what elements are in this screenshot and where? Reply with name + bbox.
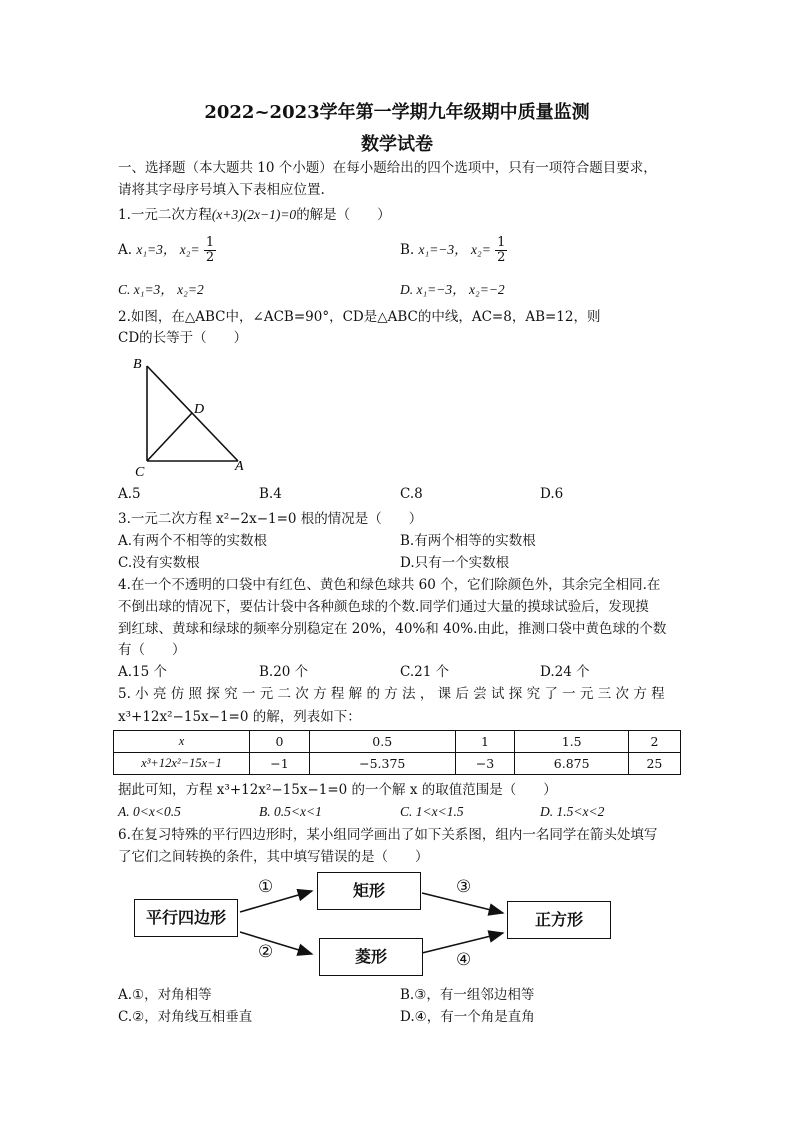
- q4-stem-line3: 到红球、黄球和绿球的频率分别稳定在 20%，40%和 40%.由此，推测口袋中黄色球的个数: [118, 621, 667, 637]
- q1-equation: (x+3)(2x−1)=0: [211, 207, 297, 222]
- fraction-numerator: 1: [497, 235, 506, 250]
- q3-option-b: B.有两个相等的实数根: [400, 533, 536, 549]
- q1-option-b: [400, 236, 507, 265]
- q2-stem-line1: 2.如图，在△ABC中，∠ACB=90°，CD是△ABC的中线，AC=8，AB=12，则: [118, 309, 601, 325]
- box-rhombus: 菱形: [319, 938, 423, 976]
- marker-2: ②: [258, 942, 274, 962]
- q5-stem-line2: x³+12x²−15x−1=0 的解，列表如下：: [118, 709, 361, 725]
- q5-stem-line1: 5. 小 亮 仿 照 探 究 一 元 二 次 方 程 解 的 方 法 ， 课 后 尝 试 探 究 了 一 元 三 次 方 程: [118, 686, 665, 702]
- q5-option-d: D. 1.5<x<2: [540, 804, 605, 819]
- table-cell: 1: [455, 731, 515, 753]
- exam-subtitle: 数学试卷: [361, 134, 433, 155]
- arrow-1: [240, 891, 312, 912]
- box-rectangle: 矩形: [317, 872, 421, 910]
- q1-stem: [118, 205, 391, 225]
- fraction-numerator: 1: [205, 235, 215, 250]
- table-header-x: x: [114, 731, 250, 753]
- marker-1: ①: [258, 877, 274, 897]
- marker-4: ④: [456, 950, 472, 970]
- section-instruction-line2: 请将其字母序号填入下表相应位置.: [118, 182, 325, 198]
- q6-stem-line1: 6.在复习特殊的平行四边形时，某小组同学画出了如下关系图，组内一名同学在箭头处填写: [118, 827, 658, 843]
- q1-option-a: [118, 236, 216, 265]
- arrow-2: [240, 932, 312, 954]
- label-b: B: [133, 357, 142, 372]
- q2-stem-line2: CD的长等于（ ）: [118, 330, 248, 346]
- table-cell: −5.375: [309, 753, 455, 775]
- triangle-figure: [125, 352, 255, 477]
- table-cell: 0: [250, 731, 310, 753]
- q4-option-a: A.15 个: [118, 664, 168, 680]
- q6-option-d: D.④，有一个角是直角: [400, 1009, 535, 1025]
- q2-option-d: D.6: [540, 486, 564, 502]
- table-row: [114, 753, 681, 775]
- q2-option-c: C.8: [400, 486, 423, 502]
- table-cell: 6.875: [515, 753, 628, 775]
- q4-option-b: B.20 个: [259, 664, 309, 680]
- q1-option-a-label: A.: [118, 242, 133, 258]
- table-cell: −3: [455, 753, 515, 775]
- q3-option-d: D.只有一个实数根: [400, 555, 510, 571]
- q3-stem: 3.一元二次方程 x²−2x−1=0 根的情况是（ ）: [118, 511, 423, 527]
- exam-title: 2022~2023学年第一学期九年级期中质量监测: [204, 102, 590, 123]
- q2-option-a: A.5: [118, 486, 141, 502]
- q5-option-b: B. 0.5<x<1: [259, 804, 322, 819]
- label-c: C: [135, 465, 145, 477]
- table-cell: −1: [250, 753, 310, 775]
- q4-option-c: C.21 个: [400, 664, 450, 680]
- q6-option-c: C.②，对角线互相垂直: [118, 1009, 253, 1025]
- q1-stem-pre: 1.一元二次方程: [118, 207, 212, 223]
- q4-option-d: D.24 个: [540, 664, 590, 680]
- q5-option-c: C. 1<x<1.5: [400, 804, 464, 819]
- q5-value-table: [113, 730, 681, 775]
- table-cell: 2: [628, 731, 680, 753]
- q4-stem-line2: 不倒出球的情况下，要估计袋中各种颜色球的个数.同学们通过大量的摸球试验后，发现摸: [118, 599, 649, 615]
- marker-3: ③: [456, 877, 472, 897]
- q5-after-table: 据此可知，方程 x³+12x²−15x−1=0 的一个解 x 的取值范围是（ ）: [118, 782, 557, 798]
- q2-option-b: B.4: [259, 486, 282, 502]
- table-cell: 25: [628, 753, 680, 775]
- table-row: [114, 731, 681, 753]
- q1-option-b-math: x₁=−3， x₂=: [418, 242, 491, 257]
- q6-stem-line2: 了它们之间转换的条件，其中填写错误的是（ ）: [118, 849, 429, 865]
- q6-option-a: A.①，对角相等: [118, 987, 212, 1003]
- fraction-denominator: 2: [497, 250, 506, 265]
- q3-option-c: C.没有实数根: [118, 555, 200, 571]
- q1-stem-post: 的解是（ ）: [296, 207, 391, 223]
- label-a: A: [235, 459, 244, 474]
- label-d: D: [194, 402, 205, 417]
- q4-stem-line1: 4.在一个不透明的口袋中有红色、黄色和绿色球共 60 个，它们除颜色外，其余完全相同.在: [118, 577, 661, 593]
- fraction-denominator: 2: [205, 250, 215, 265]
- q1-option-a-math: x₁=3， x₂=: [136, 242, 200, 257]
- q1-option-b-fraction: [495, 236, 507, 265]
- q1-option-b-label: B.: [400, 242, 415, 258]
- q1-option-d: D. x₁=−3， x₂=−2: [400, 282, 505, 297]
- box-square: 正方形: [507, 901, 611, 939]
- q1-option-c: C. x₁=3， x₂=2: [118, 282, 204, 297]
- q3-option-a: A.有两个不相等的实数根: [118, 533, 268, 549]
- q5-option-a: A. 0<x<0.5: [118, 804, 181, 819]
- section-instruction-line1: 一、选择题（本大题共 10 个小题）在每小题给出的四个选项中，只有一项符合题目要求，: [118, 160, 657, 176]
- q1-option-a-fraction: [204, 236, 216, 265]
- box-parallelogram: 平行四边形: [134, 899, 238, 937]
- table-cell: 1.5: [515, 731, 628, 753]
- table-cell: 0.5: [309, 731, 455, 753]
- q4-stem-line4: 有（ ）: [118, 642, 186, 658]
- q6-option-b: B.③，有一组邻边相等: [400, 987, 535, 1003]
- table-header-fx: x³+12x²−15x−1: [114, 753, 250, 775]
- median-cd: [147, 413, 192, 461]
